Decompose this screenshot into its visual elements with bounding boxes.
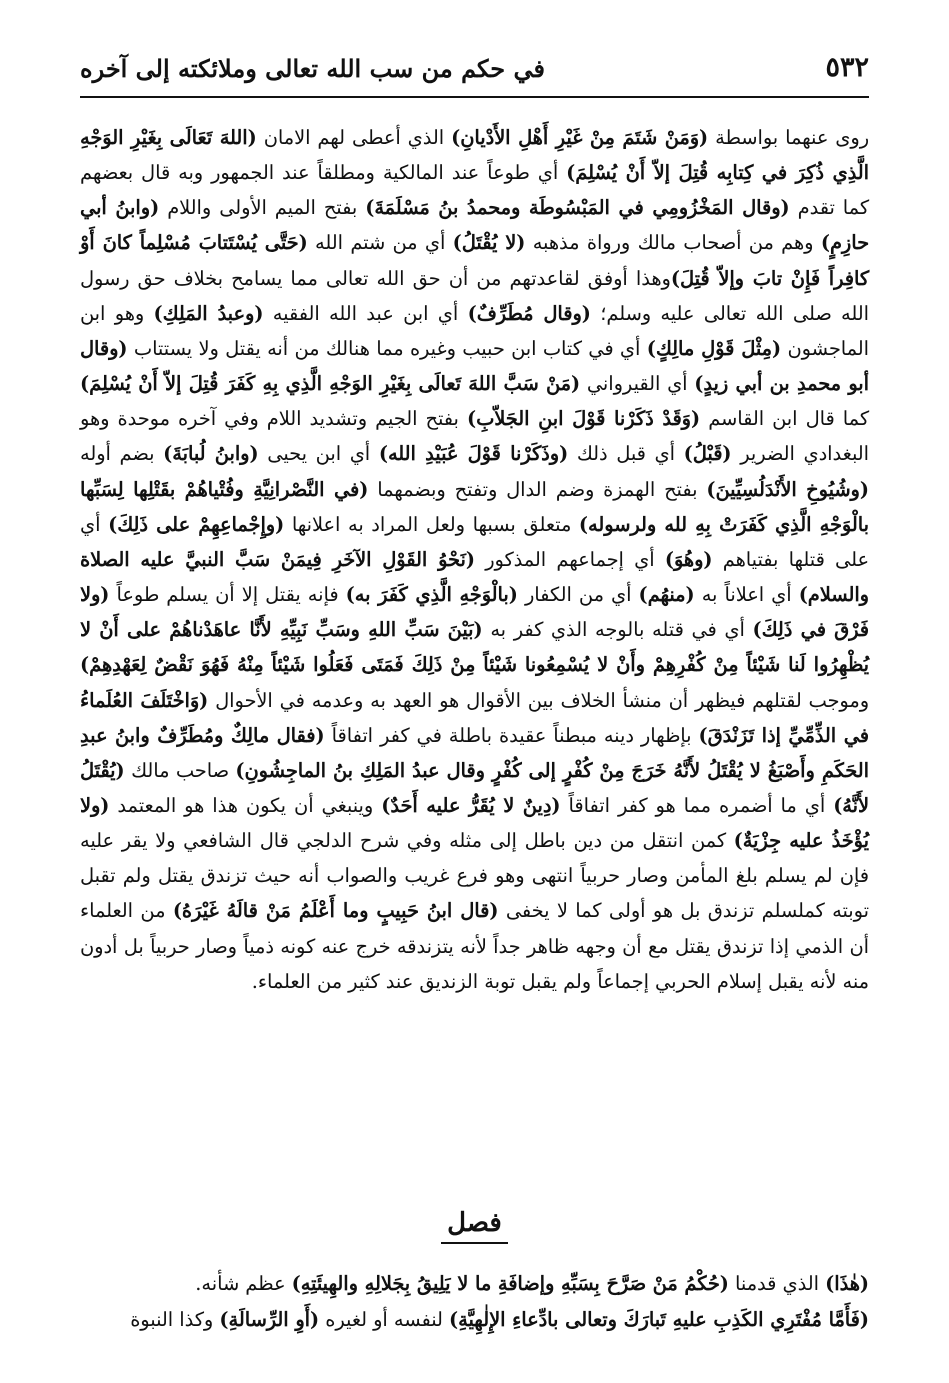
- commentary-text: روى عنهما بواسطة: [708, 126, 870, 149]
- matn-quote: (أَوِ الرِّسالَةِ): [219, 1308, 320, 1331]
- commentary-text: كما قال ابن القاسم: [700, 407, 869, 431]
- matn-quote: (ولا يُؤْخَذُ عليه جِزْيَةٌ): [80, 793, 869, 853]
- matn-quote: (في النَّصْرانِيَّةِ وفُتْياهُمْ بقَتْلِها لِسَبِّها بالْوَجْهِ الَّذِي كَفَرَتْ بِهِ لله ولرسوله): [80, 477, 870, 536]
- matn-quote: (مِثْلَ قَوْلِ مالِكٍ): [646, 336, 782, 360]
- matn-quote: (وابنُ أبي حازِمٍ): [80, 196, 869, 255]
- commentary-text: أي قبل ذلك: [568, 442, 684, 466]
- commentary-text: لنفسه أو لغيره: [319, 1308, 450, 1331]
- commentary-text: أي من الكفار: [517, 583, 639, 607]
- section-text: [80, 1266, 869, 1338]
- running-title: في حكم من سب الله تعالى وملائكته إلى آخره: [80, 54, 545, 83]
- commentary-text: كمن انتقل من دين باطل إلى مثله وفي شرح الدلجي قال الشافعي ولا يقر عليه فإن لم يسلم بلغ المأمن وصار حربياً انتهى وهو فرع غريب والصواب أنه حيث تزندق يقتل ولم تقبل توبته كملسلم تزندق بل هو أولى كما لا يخفى: [80, 829, 869, 923]
- matn-quote: (حُكْمُ مَنْ صَرَّحَ بِسَبِّهِ وإضافَةِ ما لا يَلِيقُ بِجَلالِهِ والهِيئَتِهِ): [291, 1272, 729, 1295]
- commentary-text: متعلق بسبها ولعل المراد به اعلانها: [284, 512, 579, 536]
- paragraph: [80, 1266, 869, 1302]
- header-rule: [80, 96, 869, 98]
- matn-quote: (بَيْنَ سَبِّ اللهِ وسَبِّ نَبِيِّهِ لأَنَّا عاهَدْناهُمْ على أَنْ لا يُظْهِرُوا لَنا شَيْئاً مِنْ كُفْرِهِمْ وأَنْ لا يُسْمِعُونا شَيْئاً مِنْ ذَلِكَ فَمَتَى فَعَلُوا شَيْئاً مِنْهُ فَهُوَ نَقْضٌ لِعَهْدِهِمْ): [80, 618, 869, 677]
- matn-quote: (وقال مُطَرِّفٌ): [467, 301, 591, 325]
- commentary-text: وموجب لقتلهم فيظهر أن منشأ الخلاف بين الأقوال هو العهد به وعدمه في الأحوال: [208, 688, 870, 712]
- commentary-text: أي ابن يحيى: [258, 442, 379, 466]
- commentary-text: أي في قتله بالوجه الذي كفر به: [482, 618, 753, 642]
- section-heading: [80, 1208, 869, 1244]
- commentary-text: أي ابن عبد الله الفقيه: [263, 301, 468, 325]
- commentary-text: أي القيرواني: [580, 372, 695, 396]
- commentary-text: أي من شتم الله: [307, 231, 453, 255]
- commentary-text: وهم من أصحاب مالك ورواة مذهبه: [525, 231, 821, 255]
- commentary-text: أي على قتلها بفتياهم: [80, 512, 869, 571]
- commentary-text: وينبغي أن يكون هذا هو المعتمد: [109, 793, 382, 817]
- paragraph: [80, 120, 869, 999]
- matn-quote: (وَاخْتَلَفَ العُلَماءُ في الذِّمِّيِّ إذا تَزَنْدَقَ): [80, 688, 869, 747]
- matn-quote: (منهُم): [638, 583, 695, 607]
- matn-quote: (وقال أبو محمدِ بن أبي زيدٍ): [80, 336, 870, 396]
- matn-quote: (وشُيُوخِ الأَنْدَلُسِيِّينَ): [706, 477, 869, 501]
- commentary-text: أي إجماعهم المذكور: [474, 547, 665, 571]
- commentary-text: فإنه يقتل إلا أن يسلم طوعاً: [109, 583, 346, 607]
- matn-quote: (هٰذَا): [825, 1272, 869, 1295]
- commentary-text: وكذا النبوة: [130, 1308, 220, 1331]
- commentary-text: بفتح الهمزة وضم الدال وتفتح وبضمهما: [368, 477, 707, 501]
- commentary-text: من العلماء أن الذمي إذا تزندق يقتل مع أن وجهه ظاهر جداً لأنه يتزندقه خرج عنه كونه ذمياً وصار حربياً بل أدون منه لأنه يقبل إسلام الحربي إجماعاً ولم يقبل توبة الزنديق عند كثير من العلماء.: [80, 899, 869, 993]
- matn-quote: (قَبْلُ): [683, 442, 732, 466]
- matn-quote: (حَتَّى يُسْتَتابَ مُسْلِماً كانَ أَوْ كافِراً فَإِنْ تابَ وإلاّ قُتِلَ): [80, 231, 870, 290]
- matn-quote: (وهُوَ): [664, 547, 713, 571]
- section-heading-label: فصل: [441, 1208, 508, 1244]
- paragraph: [80, 1302, 869, 1338]
- matn-quote: (وَمَنْ شَتَمَ مِنْ غَيْرِ أَهْلِ الأَدْيانِ): [451, 126, 709, 149]
- matn-quote: (وعبدُ المَلِكِ): [153, 301, 264, 325]
- matn-quote: (لا يُقْتَلُ): [452, 231, 526, 255]
- commentary-text: بضم أوله: [80, 442, 164, 466]
- matn-quote: (وقال المَخْزُومِي في المَبْسُوطَة ومحمدُ بنُ مَسْلَمَةَ): [365, 196, 790, 220]
- commentary-text: أي في كتاب ابن حبيب وغيره مما هنالك من أنه يقتل ولا يستتاب: [127, 336, 647, 360]
- commentary-text: بإظهار دينه مبطناً عقيدة باطلة في كفر اتفاقاً: [324, 723, 699, 747]
- matn-quote: (ولا فَرْقَ في ذَلِكَ): [80, 583, 869, 642]
- commentary-text: بفتح الميم الأولى واللام: [159, 196, 366, 220]
- matn-quote: (وابنُ لُبابَةَ): [163, 442, 259, 466]
- matn-quote: (اللهَ تَعَالَى بِغَيْرِ الوَجْهِ الَّذِي ذُكِرَ في كِتابِه قُتِلَ إلاّ أَنْ يُسْلِمَ): [80, 126, 869, 185]
- commentary-text: الذي أعطى لهم الامان: [256, 126, 452, 149]
- matn-quote: (دِينٌ لا يُقَرُّ عليه أَحَدٌ): [381, 793, 561, 817]
- matn-quote: (يُقْتَلُ لأَنَّهُ): [80, 758, 870, 817]
- matn-quote: (قال ابنُ حَبِيبٍ وما أَعْلَمُ مَنْ قالَهُ غَيْرَهُ): [172, 899, 499, 923]
- matn-quote: (نَحْوُ القَوْلِ الآخَرِ فِيمَنْ سَبَّ النبيَّ عليه الصلاة والسلام): [80, 547, 869, 607]
- matn-quote: (فقال مالِكٌ ومُطَرِّفٌ وابنُ عبدِ الحَكَمِ وأَصْبَغُ لا يُقْتَلُ لأَنَّهُ خَرَجَ مِنْ كُفْرٍ إلى كُفْرٍ وقال عبدُ المَلِكِ بنُ الماجِشُونِ): [80, 723, 869, 782]
- commentary-text: عظم شأنه.: [195, 1272, 292, 1295]
- matn-quote: (مَنْ سَبَّ اللهَ تَعالَى بِغَيْرِ الوَجْهِ الَّذِي بِهِ كَفَرَ قُتِلَ إلاّ أَنْ يُسْلِمَ): [80, 372, 581, 396]
- commentary-text: وهو ابن الماجشون: [80, 301, 869, 360]
- commentary-text: بفتح الجيم وتشديد اللام وفي آخره موحدة وهو البغدادي الضرير: [80, 407, 869, 466]
- commentary-text: أي طوعاً عند المالكية ومطلقاً عند الجمهور وبه قال بعضهم كما تقدم: [80, 161, 870, 220]
- commentary-text: أي ما أضمره مما هو كفر اتفاقاً: [560, 793, 834, 817]
- matn-quote: (فَأَمَّا مُفْتَرِي الكَذِبِ عليهِ تَبارَكَ وتعالى بادِّعاءِ الإِلٰهِيَّةِ): [449, 1308, 869, 1331]
- matn-quote: (وَقَدْ ذَكَرْنا قَوْلَ ابنِ الجَلاّبِ): [467, 407, 701, 431]
- matn-quote: (وإِجْماعِهِمْ على ذَلِكَ): [108, 512, 285, 536]
- page-header: [80, 50, 869, 90]
- commentary-text: صاحب مالك: [124, 758, 236, 782]
- page-number: ٥٣٢: [825, 52, 869, 83]
- commentary-text: الذي قدمنا: [728, 1272, 826, 1295]
- main-text: [80, 120, 869, 999]
- commentary-text: وهذا أوفق لقاعدتهم من أن حق الله تعالى مما يسامح بخلاف حق رسول الله صلى الله تعالى عليه وسلم؛: [80, 266, 869, 325]
- commentary-text: أي اعلاناً به: [694, 583, 799, 607]
- matn-quote: (بالْوَجْهِ الَّذِي كَفَرَ به): [345, 583, 518, 607]
- matn-quote: (وذَكَرْنا قَوْلَ عُبَيْدِ الله): [378, 442, 569, 466]
